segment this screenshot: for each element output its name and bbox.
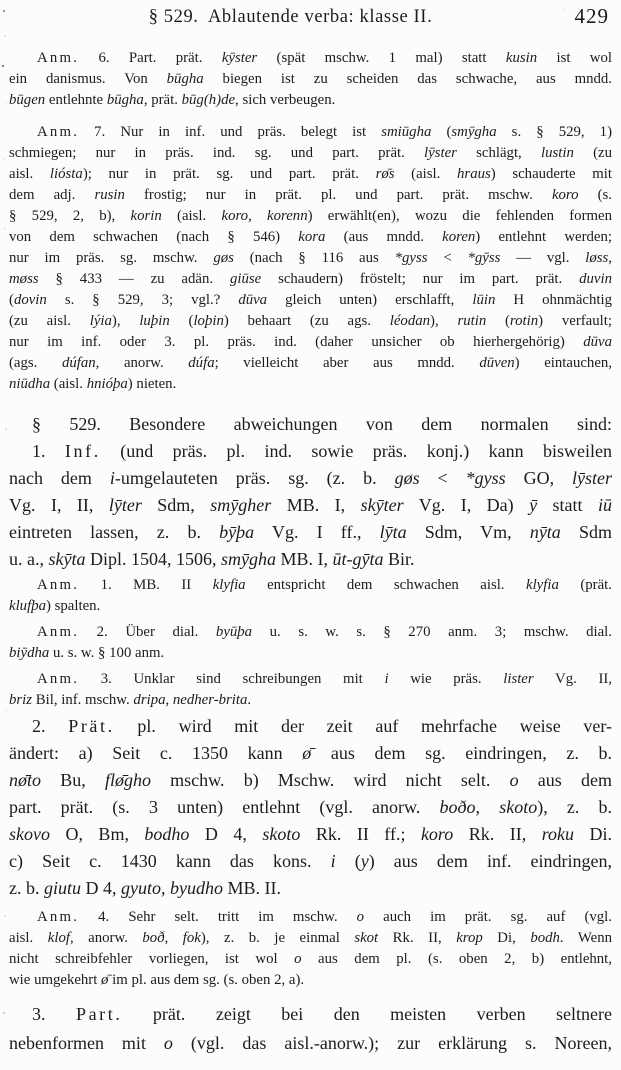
para-2 xyxy=(9,713,612,902)
anm-1 xyxy=(9,575,612,617)
italic-word: rutin xyxy=(457,313,487,329)
text-line: Anm. 7. Nur in inf. und präs. belegt ist smiūgha (smȳgha s. § 529, 1) xyxy=(37,124,612,140)
italic-word: koro xyxy=(420,824,454,844)
text-line: 3. Part. prät. zeigt bei den meisten verben seltnere xyxy=(32,1004,612,1024)
italic-word: nø̄to xyxy=(9,770,42,790)
italic-word: kȳster xyxy=(221,50,258,66)
italic-word: loþin xyxy=(193,313,224,329)
letterspaced-text: Anm. xyxy=(37,50,80,66)
italic-word: i xyxy=(330,851,336,871)
letterspaced-text: Anm. xyxy=(37,909,80,925)
text-line: Vg. I, II, lȳter Sdm, smȳgher MB. I, skȳter Vg. I, Da) ȳ statt iū xyxy=(9,495,612,515)
text-line: aisl. liósta); nur in prät. sg. und part. prät. rø̄s (aisl. hraus) schauderte mit xyxy=(9,166,612,182)
italic-word: giūse xyxy=(229,271,262,287)
anm-6 xyxy=(9,48,612,111)
italic-word: bȳþa xyxy=(219,522,255,542)
italic-word: dovin xyxy=(13,292,47,308)
italic-word: dripa xyxy=(133,692,166,708)
anm-2 xyxy=(9,622,612,664)
italic-word: skȳta xyxy=(48,549,86,569)
italic-word: koren xyxy=(442,229,476,245)
italic-word: lȳster xyxy=(424,145,457,161)
text-line: Anm. 4. Sehr selt. tritt im mschw. o auch im prät. sg. auf (vgl. xyxy=(37,909,612,925)
italic-word: smȳgha xyxy=(221,549,276,569)
sect-529 xyxy=(9,410,612,438)
italic-word: roku xyxy=(541,824,575,844)
letterspaced-text: Anm. xyxy=(37,624,80,640)
italic-word: bodh xyxy=(530,930,560,946)
italic-word: duvin xyxy=(579,271,612,287)
italic-word: nȳta xyxy=(529,522,561,542)
text-line: (ags. dúfan, anorw. dúfa; vielleicht aber aus mndd. dūven) eintauchen, xyxy=(9,355,612,371)
text-line: būgen entlehnte būgha, prät. būg(h)de, sich verbeugen. xyxy=(9,92,336,108)
text-line: Anm. 2. Über dial. byūþa u. s. w. s. § 270 anm. 3; mschw. dial. xyxy=(37,624,612,640)
italic-word: o xyxy=(509,770,519,790)
italic-word: dúfa xyxy=(188,355,215,371)
italic-word: giutu xyxy=(44,878,82,898)
text-line: møss § 433 — zu adän. giūse schaudern) fröstelt; nur im part. prät. duvin xyxy=(9,271,612,287)
italic-word: o xyxy=(163,1033,173,1053)
italic-word: i xyxy=(109,468,115,488)
italic-word: lȳter xyxy=(108,495,142,515)
italic-word: boðo xyxy=(439,797,476,817)
italic-word: ø̄ xyxy=(101,972,109,988)
italic-word: byūþa xyxy=(215,624,253,640)
text-line: aisl. klof, anorw. boð, fok), z. b. je einmal skot Rk. II, krop Di, bodh. Wenn xyxy=(9,930,612,946)
letterspaced-text: Inf. xyxy=(64,441,101,461)
italic-word: kora xyxy=(298,229,326,245)
text-line: nebenformen mit o (vgl. das aisl.-anorw.); zur erklärung s. Noreen, xyxy=(9,1033,612,1053)
italic-word: dūva xyxy=(583,334,612,350)
italic-word: rusin xyxy=(94,187,125,203)
italic-word: lustin xyxy=(540,145,574,161)
scan-noise xyxy=(3,10,5,12)
italic-word: rotin xyxy=(509,313,539,329)
italic-word: koro xyxy=(551,187,579,203)
italic-word: lūin xyxy=(472,292,496,308)
italic-word: krop xyxy=(456,930,483,946)
text-line: part. prät. (s. 3 unten) entlehnt (vgl. anorw. boðo, skoto), z. b. xyxy=(9,797,612,817)
italic-word: niūdha xyxy=(9,376,51,392)
italic-word: kusin xyxy=(505,50,538,66)
para-1 xyxy=(9,438,612,573)
italic-word: liósta xyxy=(49,166,83,182)
text-line: dem adj. rusin frostig; nur in prät. pl. und part. prät. mschw. koro (s. xyxy=(9,187,612,203)
text-line: nicht schreibfehler vorliegen, ist wol o aus dem pl. (s. oben 2, b) entlehnt, xyxy=(9,951,612,967)
italic-word: y xyxy=(360,851,369,871)
italic-word: būgha xyxy=(166,71,204,87)
page-number: 429 xyxy=(574,4,609,28)
letterspaced-text: Prät. xyxy=(68,716,115,736)
text-line: briz Bil, inf. mschw. dripa, nedher-brita. xyxy=(9,692,252,708)
italic-word: *gyss xyxy=(394,250,428,266)
page-header xyxy=(9,4,612,33)
italic-word: būgen xyxy=(9,92,46,108)
text-line: biȳdha u. s. w. § 100 anm. xyxy=(9,645,165,661)
italic-word: nedher-brita xyxy=(172,692,248,708)
text-line: skovo O, Bm, bodho D 4, skoto Rk. II ff.; koro Rk. II, roku Di. xyxy=(9,824,612,844)
italic-word: gøs xyxy=(213,250,234,266)
text-line: (dovin s. § 529, 3; vgl.? dūva gleich unten) erschlafft, lūin H ohnmächtig xyxy=(9,292,612,308)
anm-7 xyxy=(9,122,612,395)
italic-word: skȳter xyxy=(360,495,404,515)
italic-word: i xyxy=(384,671,389,687)
italic-word: skovo xyxy=(9,824,50,844)
italic-word: dūva xyxy=(238,292,268,308)
italic-word: dúfan xyxy=(61,355,96,371)
italic-word: būgha xyxy=(106,92,144,108)
italic-word: lýia xyxy=(89,313,112,329)
italic-word: biȳdha xyxy=(9,645,50,661)
italic-word: skot xyxy=(354,930,379,946)
italic-word: koro, korenn xyxy=(221,208,308,224)
italic-word: flø̄gho xyxy=(104,770,151,790)
text-line: ändert: a) Seit c. 1350 kann ø̄ aus dem sg. eindringen, z. b. xyxy=(9,743,612,763)
italic-word: *gyss xyxy=(465,468,506,488)
text-line: 1. Inf. (und präs. pl. ind. sowie präs. konj.) kann bisweilen xyxy=(32,441,612,461)
italic-word: ūt-gȳta xyxy=(332,549,384,569)
running-title: § 529. Ablautende verba: klasse II. xyxy=(148,7,433,27)
text-line: Anm. 6. Part. prät. kȳster (spät mschw. 1 mal) statt kusin ist wol xyxy=(37,50,612,66)
text-line: niūdha (aisl. hnióþa) nieten. xyxy=(9,376,177,392)
italic-word: dūven xyxy=(479,355,515,371)
italic-word: fok xyxy=(182,930,201,946)
text-line: ein danismus. Von būgha biegen ist zu scheiden das schwache, aus mndd. xyxy=(9,71,612,87)
text-line: klufþa) spalten. xyxy=(9,598,101,614)
text-line: nø̄to Bu, flø̄gho mschw. b) Mschw. wird nicht selt. o aus dem xyxy=(9,770,612,790)
italic-word: gyuto xyxy=(121,878,162,898)
text-line: nur im inf. oder 3. pl. präs. ind. (daher unsicher ob hierhergehörig) dūva xyxy=(9,334,612,350)
text-line: § 529, 2, b), korin (aisl. koro, korenn) erwählt(en), wozu die fehlenden formen xyxy=(9,208,612,224)
italic-word: būg(h)de xyxy=(181,92,236,108)
italic-word: léodan xyxy=(389,313,431,329)
text-line: Anm. 3. Unklar sind schreibungen mit i wie präs. lister Vg. II, xyxy=(37,671,612,687)
text-line: wie umgekehrt ø̄ im pl. aus dem sg. (s. oben 2, a). xyxy=(9,972,305,988)
italic-word: klyfia xyxy=(212,577,246,593)
text-line: Anm. 1. MB. II klyfia entspricht dem schwachen aisl. klyfia (prät. xyxy=(37,577,612,593)
italic-word: løss xyxy=(585,250,609,266)
text-line: u. a., skȳta Dipl. 1504, 1506, smȳgha MB. I, ūt-gȳta Bir. xyxy=(9,549,415,569)
italic-word: luþin xyxy=(139,313,170,329)
para-3 xyxy=(9,1000,612,1058)
italic-word: smȳgher xyxy=(210,495,272,515)
anm-4 xyxy=(9,907,612,991)
anm-3 xyxy=(9,669,612,711)
italic-word: gøs xyxy=(394,468,420,488)
text-line: schmiegen; nur in präs. ind. sg. und part. prät. lȳster schlägt, lustin (zu xyxy=(9,145,612,161)
italic-word: o xyxy=(294,951,302,967)
italic-word: lȳta xyxy=(379,522,407,542)
italic-word: ȳ xyxy=(529,495,538,515)
text-line: von dem schwachen (nach § 546) kora (aus mndd. koren) entlehnt werden; xyxy=(9,229,612,245)
text-blocks xyxy=(9,48,612,1058)
italic-word: klof xyxy=(47,930,70,946)
italic-word: smiūgha xyxy=(381,124,432,140)
text-line: nach dem i-umgelauteten präs. sg. (z. b. gøs < *gyss GO, lȳster xyxy=(9,468,612,488)
italic-word: lȳster xyxy=(572,468,612,488)
text-line: (zu aisl. lýia), luþin (loþin) behaart (zu ags. léodan), rutin (rotin) verfault; xyxy=(9,313,612,329)
italic-word: byudho xyxy=(170,878,224,898)
text-line: z. b. giutu D 4, gyuto, byudho MB. II. xyxy=(9,878,282,898)
italic-word: skoto xyxy=(499,797,538,817)
letterspaced-text: Anm. xyxy=(37,124,80,140)
text-line: § 529. Besondere abweichungen von dem normalen sind: xyxy=(32,414,612,434)
italic-word: hraus xyxy=(457,166,491,182)
text-line: nur im präs. sg. mschw. gøs (nach § 116 aus *gyss < *gȳss — vgl. løss, xyxy=(9,250,612,266)
italic-word: skoto xyxy=(262,824,301,844)
italic-word: møss xyxy=(9,271,39,287)
letterspaced-text: Anm. xyxy=(37,671,80,687)
italic-word: iū xyxy=(598,495,612,515)
italic-word: *gȳss xyxy=(467,250,501,266)
italic-word: lister xyxy=(503,671,534,687)
letterspaced-text: Anm. xyxy=(37,577,80,593)
italic-word: hnióþa xyxy=(86,376,128,392)
italic-word: ø̄ xyxy=(302,743,312,763)
italic-word: klufþa xyxy=(9,598,46,614)
italic-word: briz xyxy=(9,692,33,708)
italic-word: smȳgha xyxy=(451,124,497,140)
italic-word: bodho xyxy=(144,824,190,844)
text-line: 2. Prät. pl. wird mit der zeit auf mehrfache weise ver- xyxy=(32,716,612,736)
text-line: c) Seit c. 1430 kann das kons. i (y) aus dem inf. eindringen, xyxy=(9,851,612,871)
italic-word: rø̄s xyxy=(375,166,395,182)
italic-word: o xyxy=(356,909,365,925)
text-line: eintreten lassen, z. b. bȳþa Vg. I ff., lȳta Sdm, Vm, nȳta Sdm xyxy=(9,522,612,542)
letterspaced-text: Part. xyxy=(75,1004,123,1024)
italic-word: korin xyxy=(130,208,162,224)
italic-word: boð xyxy=(142,930,165,946)
italic-word: klyfia xyxy=(526,577,559,593)
